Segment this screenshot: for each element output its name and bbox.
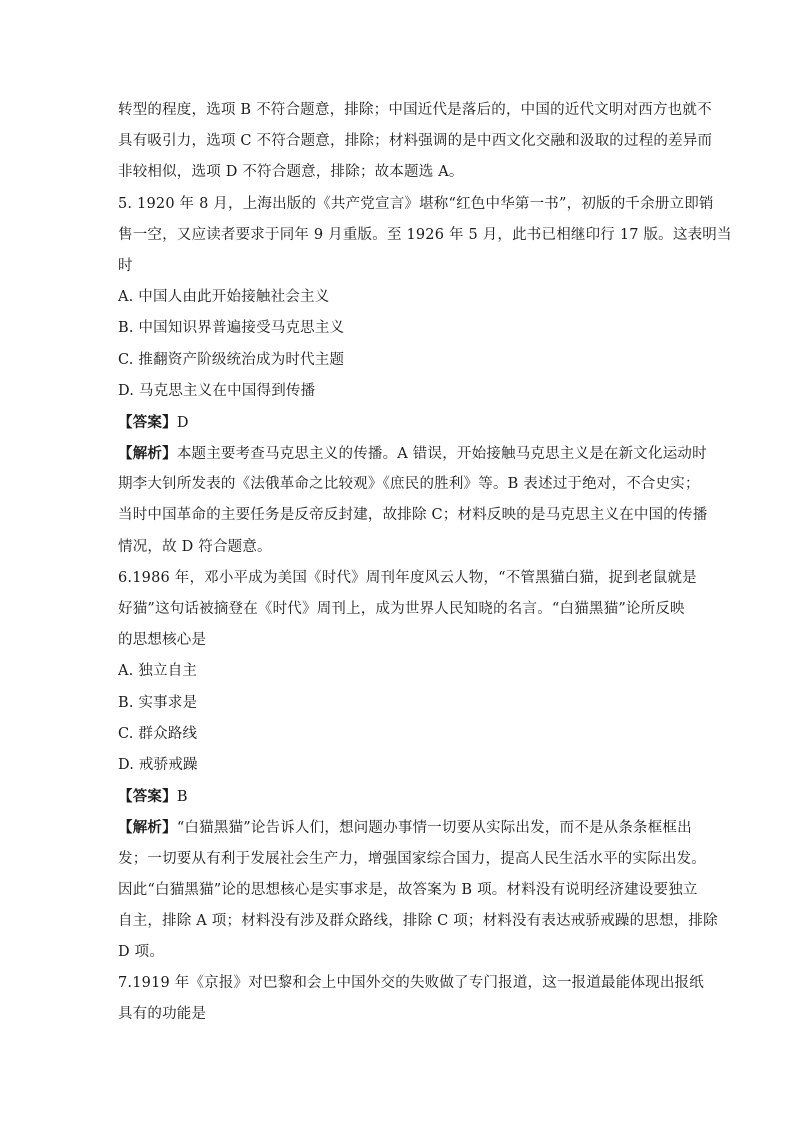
analysis-line xyxy=(118,812,692,843)
option-c: C. 推翻资产阶级统治成为时代主题 xyxy=(118,351,345,368)
analysis-line: 当时中国革命的主要任务是反帝反封建，故排除 C；材料反映的是马克思主义在中国的传播 xyxy=(118,507,708,524)
answer-line xyxy=(118,407,683,438)
analysis-line: 因此“白猫黑猫”论的思想核心是实事求是，故答案为 B 项。材料没有说明经济建设要独立 xyxy=(118,881,698,898)
answer-label: 【答案】 xyxy=(118,788,177,806)
option-c: C. 群众路线 xyxy=(118,725,198,742)
analysis-line xyxy=(118,438,707,469)
question-4-analysis-tail xyxy=(118,95,713,189)
text-line: 转型的程度，选项 B 不符合题意，排除；中国近代是落后的，中国的近代文明对西方也就不 xyxy=(118,102,712,118)
question-stem-line: 5. 1920 年 8 月，上海出版的《共产党宣言》堪称“红色中华第一书”，初版的千余册立即销 xyxy=(118,195,714,212)
question-stem-line: 的思想核心是 xyxy=(118,632,207,649)
analysis-label: 【解析】 xyxy=(118,819,177,837)
analysis-line: D 项。 xyxy=(118,944,165,961)
option-b: B. 实事求是 xyxy=(118,694,198,711)
analysis-text: 本题主要考查马克思主义的传播。A 错误，开始接触马克思主义是在新文化运动时 xyxy=(176,446,707,463)
text-line: 具有吸引力，选项 C 不符合题意，排除；材料强调的是中西文化交融和汲取的过程的差异而 xyxy=(118,133,713,150)
answer-label: 【答案】 xyxy=(118,413,177,431)
option-d: D. 马克思主义在中国得到传播 xyxy=(118,382,316,399)
question-stem-line: 7.1919 年《京报》对巴黎和会上中国外交的失败做了专门报道，这一报道最能体现出报纸 xyxy=(118,975,704,992)
question-stem-line: 具有的功能是 xyxy=(118,1006,207,1023)
question-stem-line: 好猫”这句话被摘登在《时代》周刊上，成为世界人民知晓的名言。“白猫黑猫”论所反映 xyxy=(118,601,685,617)
question-stem-line: 时 xyxy=(118,257,133,274)
option-d: D. 戒骄戒躁 xyxy=(118,756,198,773)
analysis-line: 自主，排除 A 项；材料没有涉及群众路线，排除 C 项；材料没有表达戒骄戒躁的思想，排除 xyxy=(118,912,718,929)
answer-value: D xyxy=(176,414,189,431)
option-b: B. 中国知识界普遍接受马克思主义 xyxy=(118,320,345,337)
analysis-line: 期李大钊所发表的《法俄革命之比较观》《庶民的胜利》等。B 表述过于绝对，不合史实； xyxy=(118,476,700,493)
question-5 xyxy=(118,189,732,563)
document-page xyxy=(118,95,732,1031)
question-7 xyxy=(118,968,704,1030)
option-a: A. 中国人由此开始接触社会主义 xyxy=(118,289,330,306)
answer-value: B xyxy=(176,789,188,806)
question-stem-line: 售一空，又应读者要求于同年 9 月重版。至 1926 年 5 月，此书已相继印行 17 版。这表明当 xyxy=(118,226,732,243)
analysis-line: 情况，故 D 符合题意。 xyxy=(118,538,272,555)
analysis-text: “白猫黑猫”论告诉人们，想问题办事情一切要从实际出发，而不是从条条框框出 xyxy=(176,820,692,837)
question-6 xyxy=(118,563,718,968)
analysis-line: 发；一切要从有利于发展社会生产力，增强国家综合国力，提高人民生活水平的实际出发。 xyxy=(118,850,706,867)
text-line: 非较相似，选项 D 不符合题意，排除；故本题选 A。 xyxy=(118,164,464,181)
question-stem-line: 6.1986 年，邓小平成为美国《时代》周刊年度风云人物，“不管黑猫白猫，捉到老鼠就是 xyxy=(118,569,697,586)
option-a: A. 独立自主 xyxy=(118,663,198,680)
answer-line xyxy=(118,781,683,812)
analysis-label: 【解析】 xyxy=(118,445,177,463)
